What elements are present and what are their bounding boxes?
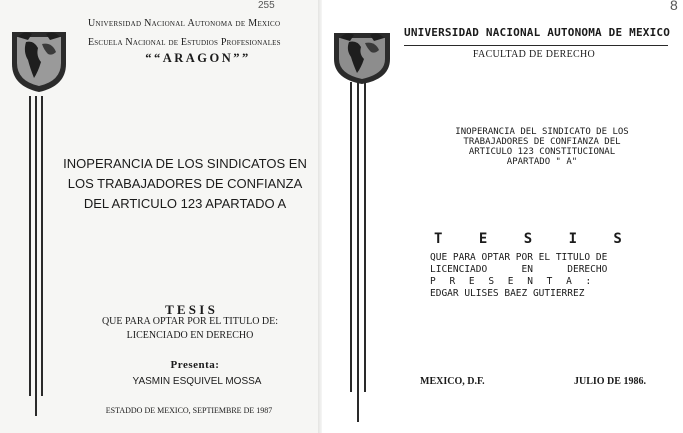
cover-rule-line	[357, 82, 359, 422]
left-thesis-cover	[0, 0, 322, 433]
presenta-label: Presenta:	[170, 359, 220, 371]
cover-rule-line	[35, 96, 37, 416]
unam-seal-icon	[330, 29, 394, 85]
cover-rule-line	[364, 82, 366, 392]
thesis-title-line: TRABAJADORES DE CONFIANZA DEL	[463, 137, 621, 147]
university-name: UNIVERSIDAD NACIONAL AUTONOMA DE MEXICO	[404, 26, 671, 39]
thesis-title-line: INOPERANCIA DE LOS SINDICATOS EN	[63, 156, 307, 171]
degree-purpose: QUE PARA OPTAR POR EL TITULO DE:	[101, 316, 279, 327]
cover-rule-line	[29, 96, 31, 396]
author-name: EDGAR ULISES BAEZ GUTIERREZ	[430, 288, 585, 299]
faculty-name: FACULTAD DE DERECHO	[472, 49, 596, 60]
page-mark: 255	[258, 0, 275, 11]
thesis-title-line: APARTADO " A"	[506, 157, 578, 167]
cover-rule-line	[350, 82, 352, 392]
tesis-heading: T E S I S	[165, 302, 215, 317]
place-and-date: ESTADDO DE MEXICO, SEPTIEMBRE DE 1987	[105, 406, 273, 415]
campus-name: ““ARAGON””	[145, 51, 251, 65]
page-mark: 8	[670, 0, 678, 13]
university-name: Universidad Nacional Autonoma de Mexico	[88, 18, 281, 29]
tesis-heading: T E S I S	[434, 231, 636, 247]
cover-rule-line	[41, 96, 43, 396]
thesis-title-line: INOPERANCIA DEL SINDICATO DE LOS	[455, 127, 629, 137]
thesis-title-line: LOS TRABAJADORES DE CONFIANZA	[67, 176, 303, 191]
degree-purpose: QUE PARA OPTAR POR EL TITULO DE	[430, 252, 608, 263]
place-label: MEXICO, D.F.	[420, 376, 485, 387]
presenta-label: P R E S E N T A :	[430, 276, 596, 287]
unam-seal-icon	[8, 28, 70, 94]
header-rule-line	[404, 45, 668, 46]
right-thesis-cover	[322, 0, 683, 433]
school-name: Escuela Nacional de Estudios Profesionales	[88, 37, 281, 48]
degree-name: LICENCIADO EN DERECHO	[430, 264, 608, 275]
author-name: YASMIN ESQUIVEL MOSSA	[132, 376, 262, 387]
thesis-title-line: ARTICULO 123 CONSTITUCIONAL	[468, 147, 616, 157]
date-label: JULIO DE 1986.	[574, 376, 646, 387]
degree-name: LICENCIADO EN DERECHO	[126, 330, 254, 341]
thesis-title-line: DEL ARTICULO 123 APARTADO A	[83, 196, 287, 211]
